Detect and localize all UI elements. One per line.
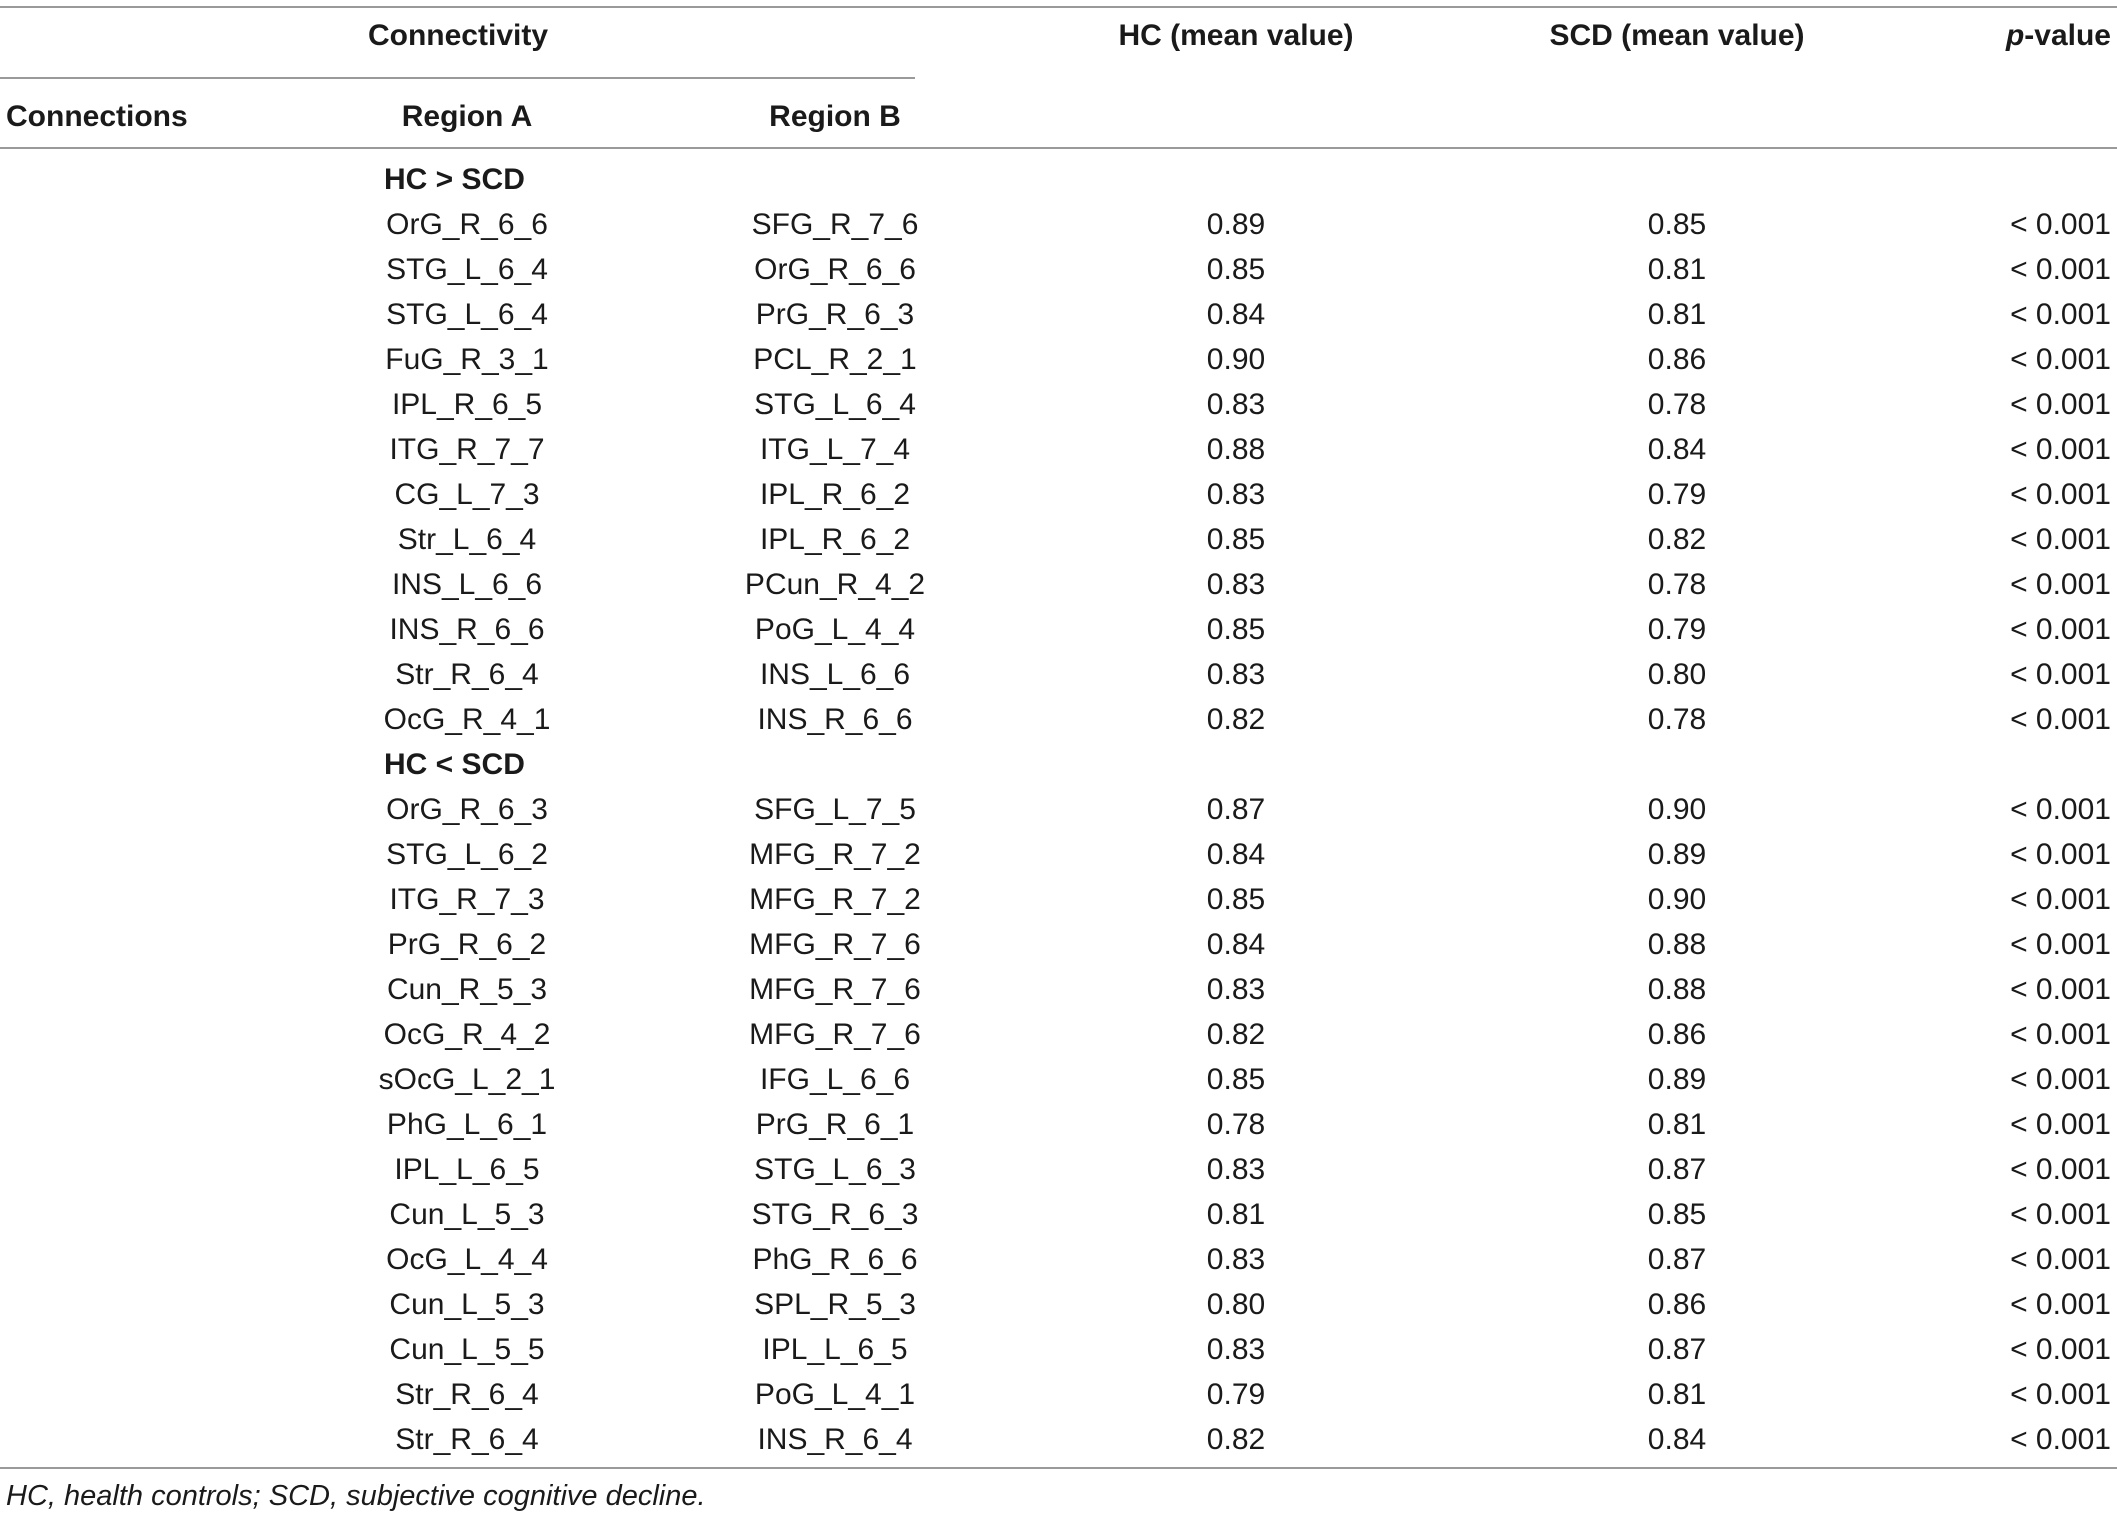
- cell-region-b: STG_L_6_4: [754, 388, 916, 421]
- cell-scd-mean: 0.79: [1647, 478, 1707, 511]
- cell-region-b: MFG_R_7_6: [749, 973, 921, 1006]
- header-p-suffix: -value: [2024, 19, 2111, 52]
- cell-p-value: < 0.001: [2010, 973, 2111, 1006]
- cell-region-a: CG_L_7_3: [394, 478, 540, 511]
- cell-scd-mean: 0.81: [1647, 1378, 1707, 1411]
- cell-region-a: FuG_R_3_1: [385, 343, 549, 376]
- cell-p-value: < 0.001: [2010, 1153, 2111, 1186]
- cell-region-b: MFG_R_7_2: [749, 883, 921, 916]
- cell-p-value: < 0.001: [2010, 793, 2111, 826]
- cell-scd-mean: 0.81: [1647, 298, 1707, 331]
- cell-p-value: < 0.001: [2010, 208, 2111, 241]
- cell-region-a: IPL_R_6_5: [391, 388, 543, 421]
- cell-hc-mean: 0.84: [1206, 838, 1266, 871]
- cell-region-b: PrG_R_6_3: [755, 298, 915, 331]
- cell-scd-mean: 0.90: [1647, 883, 1707, 916]
- cell-scd-mean: 0.86: [1647, 1018, 1707, 1051]
- cell-region-a: STG_L_6_4: [386, 253, 548, 286]
- cell-region-a: OrG_R_6_3: [386, 793, 548, 826]
- cell-region-a: Str_R_6_4: [395, 1423, 539, 1456]
- cell-hc-mean: 0.85: [1206, 253, 1266, 286]
- cell-p-value: < 0.001: [2010, 1243, 2111, 1276]
- table-footnote: HC, health controls; SCD, subjective cognitive decline.: [6, 1480, 706, 1512]
- cell-region-a: INS_R_6_6: [389, 613, 545, 646]
- cell-scd-mean: 0.89: [1647, 838, 1707, 871]
- cell-region-a: OcG_R_4_1: [383, 703, 551, 736]
- cell-region-a: INS_L_6_6: [391, 568, 543, 601]
- cell-scd-mean: 0.90: [1647, 793, 1707, 826]
- cell-hc-mean: 0.85: [1206, 883, 1266, 916]
- cell-p-value: < 0.001: [2010, 1423, 2111, 1456]
- cell-hc-mean: 0.84: [1206, 298, 1266, 331]
- cell-p-value: < 0.001: [2010, 298, 2111, 331]
- cell-region-a: STG_L_6_2: [386, 838, 548, 871]
- cell-region-b: INS_R_6_6: [757, 703, 913, 736]
- cell-hc-mean: 0.80: [1206, 1288, 1266, 1321]
- cell-hc-mean: 0.83: [1206, 658, 1266, 691]
- cell-p-value: < 0.001: [2010, 388, 2111, 421]
- cell-p-value: < 0.001: [2010, 1378, 2111, 1411]
- cell-p-value: < 0.001: [2010, 658, 2111, 691]
- cell-scd-mean: 0.87: [1647, 1153, 1707, 1186]
- cell-scd-mean: 0.89: [1647, 1063, 1707, 1096]
- cell-scd-mean: 0.88: [1647, 928, 1707, 961]
- cell-region-b: ITG_L_7_4: [759, 433, 911, 466]
- cell-region-b: PCun_R_4_2: [744, 568, 926, 601]
- cell-region-a: OcG_R_4_2: [383, 1018, 551, 1051]
- cell-hc-mean: 0.82: [1206, 1018, 1266, 1051]
- cell-p-value: < 0.001: [2010, 1198, 2111, 1231]
- cell-scd-mean: 0.79: [1647, 613, 1707, 646]
- cell-hc-mean: 0.83: [1206, 1153, 1266, 1186]
- cell-scd-mean: 0.88: [1647, 973, 1707, 1006]
- cell-region-a: Cun_L_5_3: [389, 1288, 545, 1321]
- cell-scd-mean: 0.82: [1647, 523, 1707, 556]
- cell-region-b: IPL_L_6_5: [762, 1333, 908, 1366]
- header-region-b: Region B: [769, 100, 901, 133]
- cell-region-b: MFG_R_7_6: [749, 928, 921, 961]
- cell-region-a: sOcG_L_2_1: [378, 1063, 556, 1096]
- cell-hc-mean: 0.83: [1206, 568, 1266, 601]
- section-label: HC > SCD: [384, 163, 525, 196]
- header-connectivity: Connectivity: [367, 19, 549, 52]
- cell-region-b: PhG_R_6_6: [752, 1243, 918, 1276]
- cell-region-a: PhG_L_6_1: [386, 1108, 548, 1141]
- cell-region-a: OrG_R_6_6: [386, 208, 548, 241]
- cell-p-value: < 0.001: [2010, 343, 2111, 376]
- cell-scd-mean: 0.84: [1647, 1423, 1707, 1456]
- cell-hc-mean: 0.85: [1206, 523, 1266, 556]
- cell-p-value: < 0.001: [2010, 478, 2111, 511]
- header-hc-mean: HC (mean value): [1118, 19, 1354, 52]
- cell-p-value: < 0.001: [2010, 1063, 2111, 1096]
- cell-hc-mean: 0.85: [1206, 613, 1266, 646]
- cell-scd-mean: 0.81: [1647, 1108, 1707, 1141]
- cell-region-b: SFG_R_7_6: [751, 208, 919, 241]
- cell-p-value: < 0.001: [2010, 1018, 2111, 1051]
- cell-hc-mean: 0.83: [1206, 973, 1266, 1006]
- cell-p-value: < 0.001: [2010, 1288, 2111, 1321]
- cell-hc-mean: 0.79: [1206, 1378, 1266, 1411]
- header-scd-mean: SCD (mean value): [1549, 19, 1805, 52]
- cell-hc-mean: 0.82: [1206, 1423, 1266, 1456]
- cell-scd-mean: 0.78: [1647, 568, 1707, 601]
- cell-scd-mean: 0.78: [1647, 388, 1707, 421]
- cell-scd-mean: 0.81: [1647, 253, 1707, 286]
- cell-p-value: < 0.001: [2010, 703, 2111, 736]
- cell-region-b: PoG_L_4_1: [754, 1378, 916, 1411]
- cell-region-b: STG_R_6_3: [751, 1198, 919, 1231]
- cell-hc-mean: 0.88: [1206, 433, 1266, 466]
- cell-hc-mean: 0.83: [1206, 388, 1266, 421]
- cell-hc-mean: 0.84: [1206, 928, 1266, 961]
- cell-p-value: < 0.001: [2010, 838, 2111, 871]
- cell-region-b: INS_L_6_6: [759, 658, 911, 691]
- cell-region-a: IPL_L_6_5: [394, 1153, 540, 1186]
- top-rule: [0, 6, 2117, 8]
- cell-p-value: < 0.001: [2010, 568, 2111, 601]
- cell-region-b: SPL_R_5_3: [754, 1288, 916, 1321]
- cell-region-b: INS_R_6_4: [757, 1423, 913, 1456]
- cell-hc-mean: 0.90: [1206, 343, 1266, 376]
- cell-hc-mean: 0.81: [1206, 1198, 1266, 1231]
- cell-region-a: Cun_R_5_3: [386, 973, 548, 1006]
- cell-hc-mean: 0.83: [1206, 1243, 1266, 1276]
- header-bottom-rule: [0, 147, 2117, 149]
- cell-p-value: < 0.001: [2010, 1333, 2111, 1366]
- header-region-a: Region A: [401, 100, 533, 133]
- cell-region-b: PrG_R_6_1: [755, 1108, 915, 1141]
- cell-scd-mean: 0.86: [1647, 343, 1707, 376]
- header-p-italic: p: [2005, 19, 2025, 52]
- cell-scd-mean: 0.84: [1647, 433, 1707, 466]
- header-connections: Connections: [6, 100, 188, 133]
- cell-scd-mean: 0.86: [1647, 1288, 1707, 1321]
- cell-scd-mean: 0.87: [1647, 1333, 1707, 1366]
- cell-scd-mean: 0.80: [1647, 658, 1707, 691]
- cell-scd-mean: 0.85: [1647, 1198, 1707, 1231]
- cell-scd-mean: 0.85: [1647, 208, 1707, 241]
- cell-p-value: < 0.001: [2010, 433, 2111, 466]
- cell-p-value: < 0.001: [2010, 928, 2111, 961]
- cell-region-a: Str_R_6_4: [395, 658, 539, 691]
- connectivity-underline: [0, 77, 915, 79]
- cell-hc-mean: 0.89: [1206, 208, 1266, 241]
- cell-region-a: ITG_R_7_3: [389, 883, 545, 916]
- cell-region-a: Str_R_6_4: [395, 1378, 539, 1411]
- cell-region-b: PCL_R_2_1: [753, 343, 917, 376]
- cell-region-b: IFG_L_6_6: [759, 1063, 911, 1096]
- cell-region-a: ITG_R_7_7: [389, 433, 545, 466]
- cell-region-b: OrG_R_6_6: [754, 253, 916, 286]
- cell-scd-mean: 0.78: [1647, 703, 1707, 736]
- cell-hc-mean: 0.78: [1206, 1108, 1266, 1141]
- cell-region-a: OcG_L_4_4: [386, 1243, 548, 1276]
- cell-p-value: < 0.001: [2010, 253, 2111, 286]
- cell-region-a: Str_L_6_4: [397, 523, 537, 556]
- cell-region-b: IPL_R_6_2: [759, 523, 911, 556]
- cell-hc-mean: 0.85: [1206, 1063, 1266, 1096]
- cell-region-b: IPL_R_6_2: [759, 478, 911, 511]
- cell-region-b: PoG_L_4_4: [754, 613, 916, 646]
- cell-hc-mean: 0.87: [1206, 793, 1266, 826]
- cell-p-value: < 0.001: [2010, 523, 2111, 556]
- cell-scd-mean: 0.87: [1647, 1243, 1707, 1276]
- cell-region-a: PrG_R_6_2: [387, 928, 547, 961]
- table-bottom-rule: [0, 1467, 2117, 1469]
- section-label: HC < SCD: [384, 748, 525, 781]
- cell-region-b: STG_L_6_3: [754, 1153, 916, 1186]
- cell-p-value: < 0.001: [2010, 613, 2111, 646]
- cell-region-b: MFG_R_7_6: [749, 1018, 921, 1051]
- cell-region-a: STG_L_6_4: [386, 298, 548, 331]
- cell-region-b: MFG_R_7_2: [749, 838, 921, 871]
- cell-hc-mean: 0.83: [1206, 1333, 1266, 1366]
- cell-p-value: < 0.001: [2010, 883, 2111, 916]
- header-p-value: [2006, 18, 2111, 54]
- cell-region-b: SFG_L_7_5: [754, 793, 916, 826]
- cell-hc-mean: 0.83: [1206, 478, 1266, 511]
- cell-hc-mean: 0.82: [1206, 703, 1266, 736]
- cell-region-a: Cun_L_5_3: [389, 1198, 545, 1231]
- cell-p-value: < 0.001: [2010, 1108, 2111, 1141]
- cell-region-a: Cun_L_5_5: [389, 1333, 545, 1366]
